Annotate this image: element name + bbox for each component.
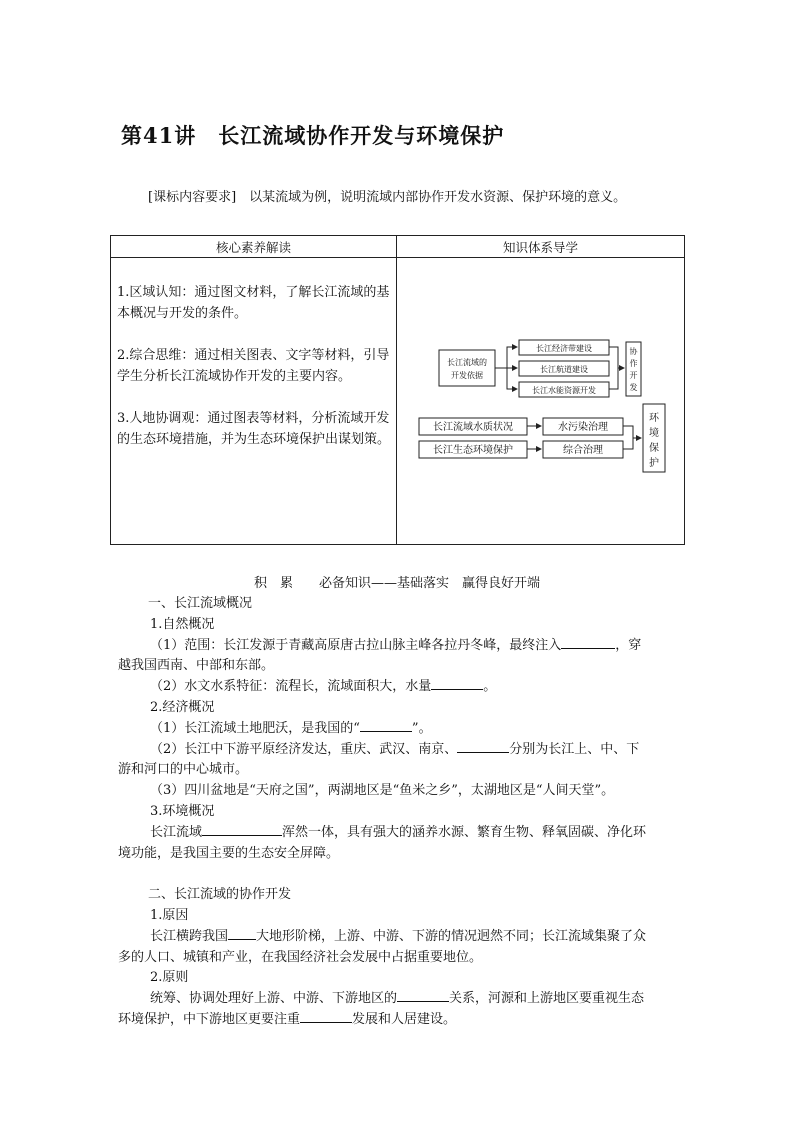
basis-label: 长江流域的 <box>447 358 487 367</box>
paragraph <box>118 719 678 740</box>
text: 浑然一体，具有强大的涵养水源、繁育生物、释氧固碳、净化环 <box>282 824 647 840</box>
sub-heading: 2.原则 <box>150 970 189 986</box>
paragraph <box>118 740 678 761</box>
sub-heading: 2.经济概况 <box>150 699 215 715</box>
text: 长江横跨我国 <box>150 928 229 944</box>
text: 长江流域 <box>150 824 203 840</box>
paragraph <box>118 989 678 1010</box>
text: 发展和人居建设。 <box>352 1011 457 1027</box>
section-heading: 积 累 必备知识——基础落实 赢得良好开端 <box>253 576 540 591</box>
text: （1）长江流域土地肥沃，是我国的“ <box>150 720 360 736</box>
page-title: 第41讲 长江流域协作开发与环境保护 <box>121 123 505 148</box>
paragraph-cont: 多的人口、城镇和产业，在我国经济社会发展中占据重要地位。 <box>118 949 483 965</box>
coop-label: 协 <box>629 347 638 356</box>
column-header-knowledge: 知识体系导学 <box>397 236 685 258</box>
paragraph <box>118 823 678 844</box>
issue-label: 长江流域水质状况 <box>433 422 513 433</box>
env-label: 环 <box>649 413 659 424</box>
issue-label: 长江生态环境保护 <box>433 445 513 456</box>
item-label: 长江水能资源开发 <box>532 386 596 395</box>
paragraph <box>118 677 678 698</box>
fill-blank[interactable] <box>431 677 483 690</box>
coop-label: 发 <box>629 383 638 392</box>
curriculum-requirement: [课标内容要求] 以某流域为例，说明流域内部协作开发水资源、保护环境的意义。 <box>148 190 627 205</box>
fill-blank[interactable] <box>228 927 256 940</box>
heading-overview: 一、长江流域概况 <box>148 596 253 611</box>
action-label: 综合治理 <box>563 445 603 456</box>
text: 大地形阶梯，上游、中游、下游的情况迥然不同；长江流域集聚了众 <box>256 928 647 944</box>
item-label: 长江经济带建设 <box>536 344 592 353</box>
sub-heading: 1.原因 <box>150 907 189 923</box>
heading-cooperation: 二、长江流域的协作开发 <box>148 887 292 903</box>
paragraph-cont: 游和河口的中心城市。 <box>118 762 249 778</box>
text: 环境保护，中下游地区更要注重 <box>118 1011 301 1027</box>
column-header-literacy: 核心素养解读 <box>111 236 397 258</box>
knowledge-diagram-cell <box>397 258 685 545</box>
text: ，穿 <box>615 637 642 653</box>
paragraph: （3）四川盆地是“天府之国”，两湖地区是“鱼米之乡”，太湖地区是“人间天堂”。 <box>150 783 615 799</box>
text: （1）范围：长江发源于青藏高原唐古拉山脉主峰各拉丹冬峰，最终注入 <box>150 637 562 653</box>
env-label: 保 <box>649 443 659 454</box>
fill-blank[interactable] <box>202 823 282 836</box>
text: 关系，河源和上游地区要重视生态 <box>449 991 645 1007</box>
basis-box <box>439 350 495 386</box>
text: 分别为长江上、中、下 <box>509 741 640 757</box>
fill-blank[interactable] <box>397 989 449 1002</box>
literacy-item: 3.人地协调观：通过图表等材料，分析流域开发的生态环境措施，并为生态环境保护出谋划策。 <box>117 411 391 447</box>
action-label: 水污染治理 <box>558 422 608 433</box>
literacy-table <box>110 235 685 545</box>
sub-heading: 1.自然概况 <box>150 616 215 632</box>
basis-label: 开发依据 <box>451 371 483 380</box>
item-label: 长江航道建设 <box>540 365 588 374</box>
fill-blank[interactable] <box>360 719 412 732</box>
literacy-cell <box>111 258 397 545</box>
env-label: 境 <box>649 428 659 439</box>
literacy-item: 1.区域认知：通过图文材料，了解长江流域的基本概况与开发的条件。 <box>117 285 390 321</box>
fill-blank[interactable] <box>457 740 509 753</box>
coop-label: 开 <box>629 371 638 380</box>
knowledge-diagram <box>397 258 685 545</box>
text: （2）长江中下游平原经济发达，重庆、武汉、南京、 <box>150 741 458 757</box>
fill-blank[interactable] <box>300 1010 352 1023</box>
text: 。 <box>483 679 497 695</box>
coop-label: 作 <box>629 359 638 368</box>
paragraph <box>118 927 678 948</box>
content-body <box>118 594 678 1031</box>
text: ”。 <box>411 720 432 736</box>
paragraph <box>118 636 678 657</box>
literacy-item: 2.综合思维：通过相关图表、文字等材料，引导学生分析长江流域协作开发的主要内容。 <box>117 348 390 384</box>
text: （2）水文水系特征：流程长，流域面积大，水量 <box>150 679 432 695</box>
text: 统筹、协调处理好上游、中游、下游地区的 <box>150 991 398 1007</box>
fill-blank[interactable] <box>561 636 615 649</box>
paragraph-cont: 越我国西南、中部和东部。 <box>118 658 275 674</box>
paragraph-cont <box>118 1010 678 1031</box>
sub-heading: 3.环境概况 <box>150 803 215 819</box>
paragraph-cont: 境功能，是我国主要的生态安全屏障。 <box>118 845 340 861</box>
env-label: 护 <box>649 458 659 469</box>
